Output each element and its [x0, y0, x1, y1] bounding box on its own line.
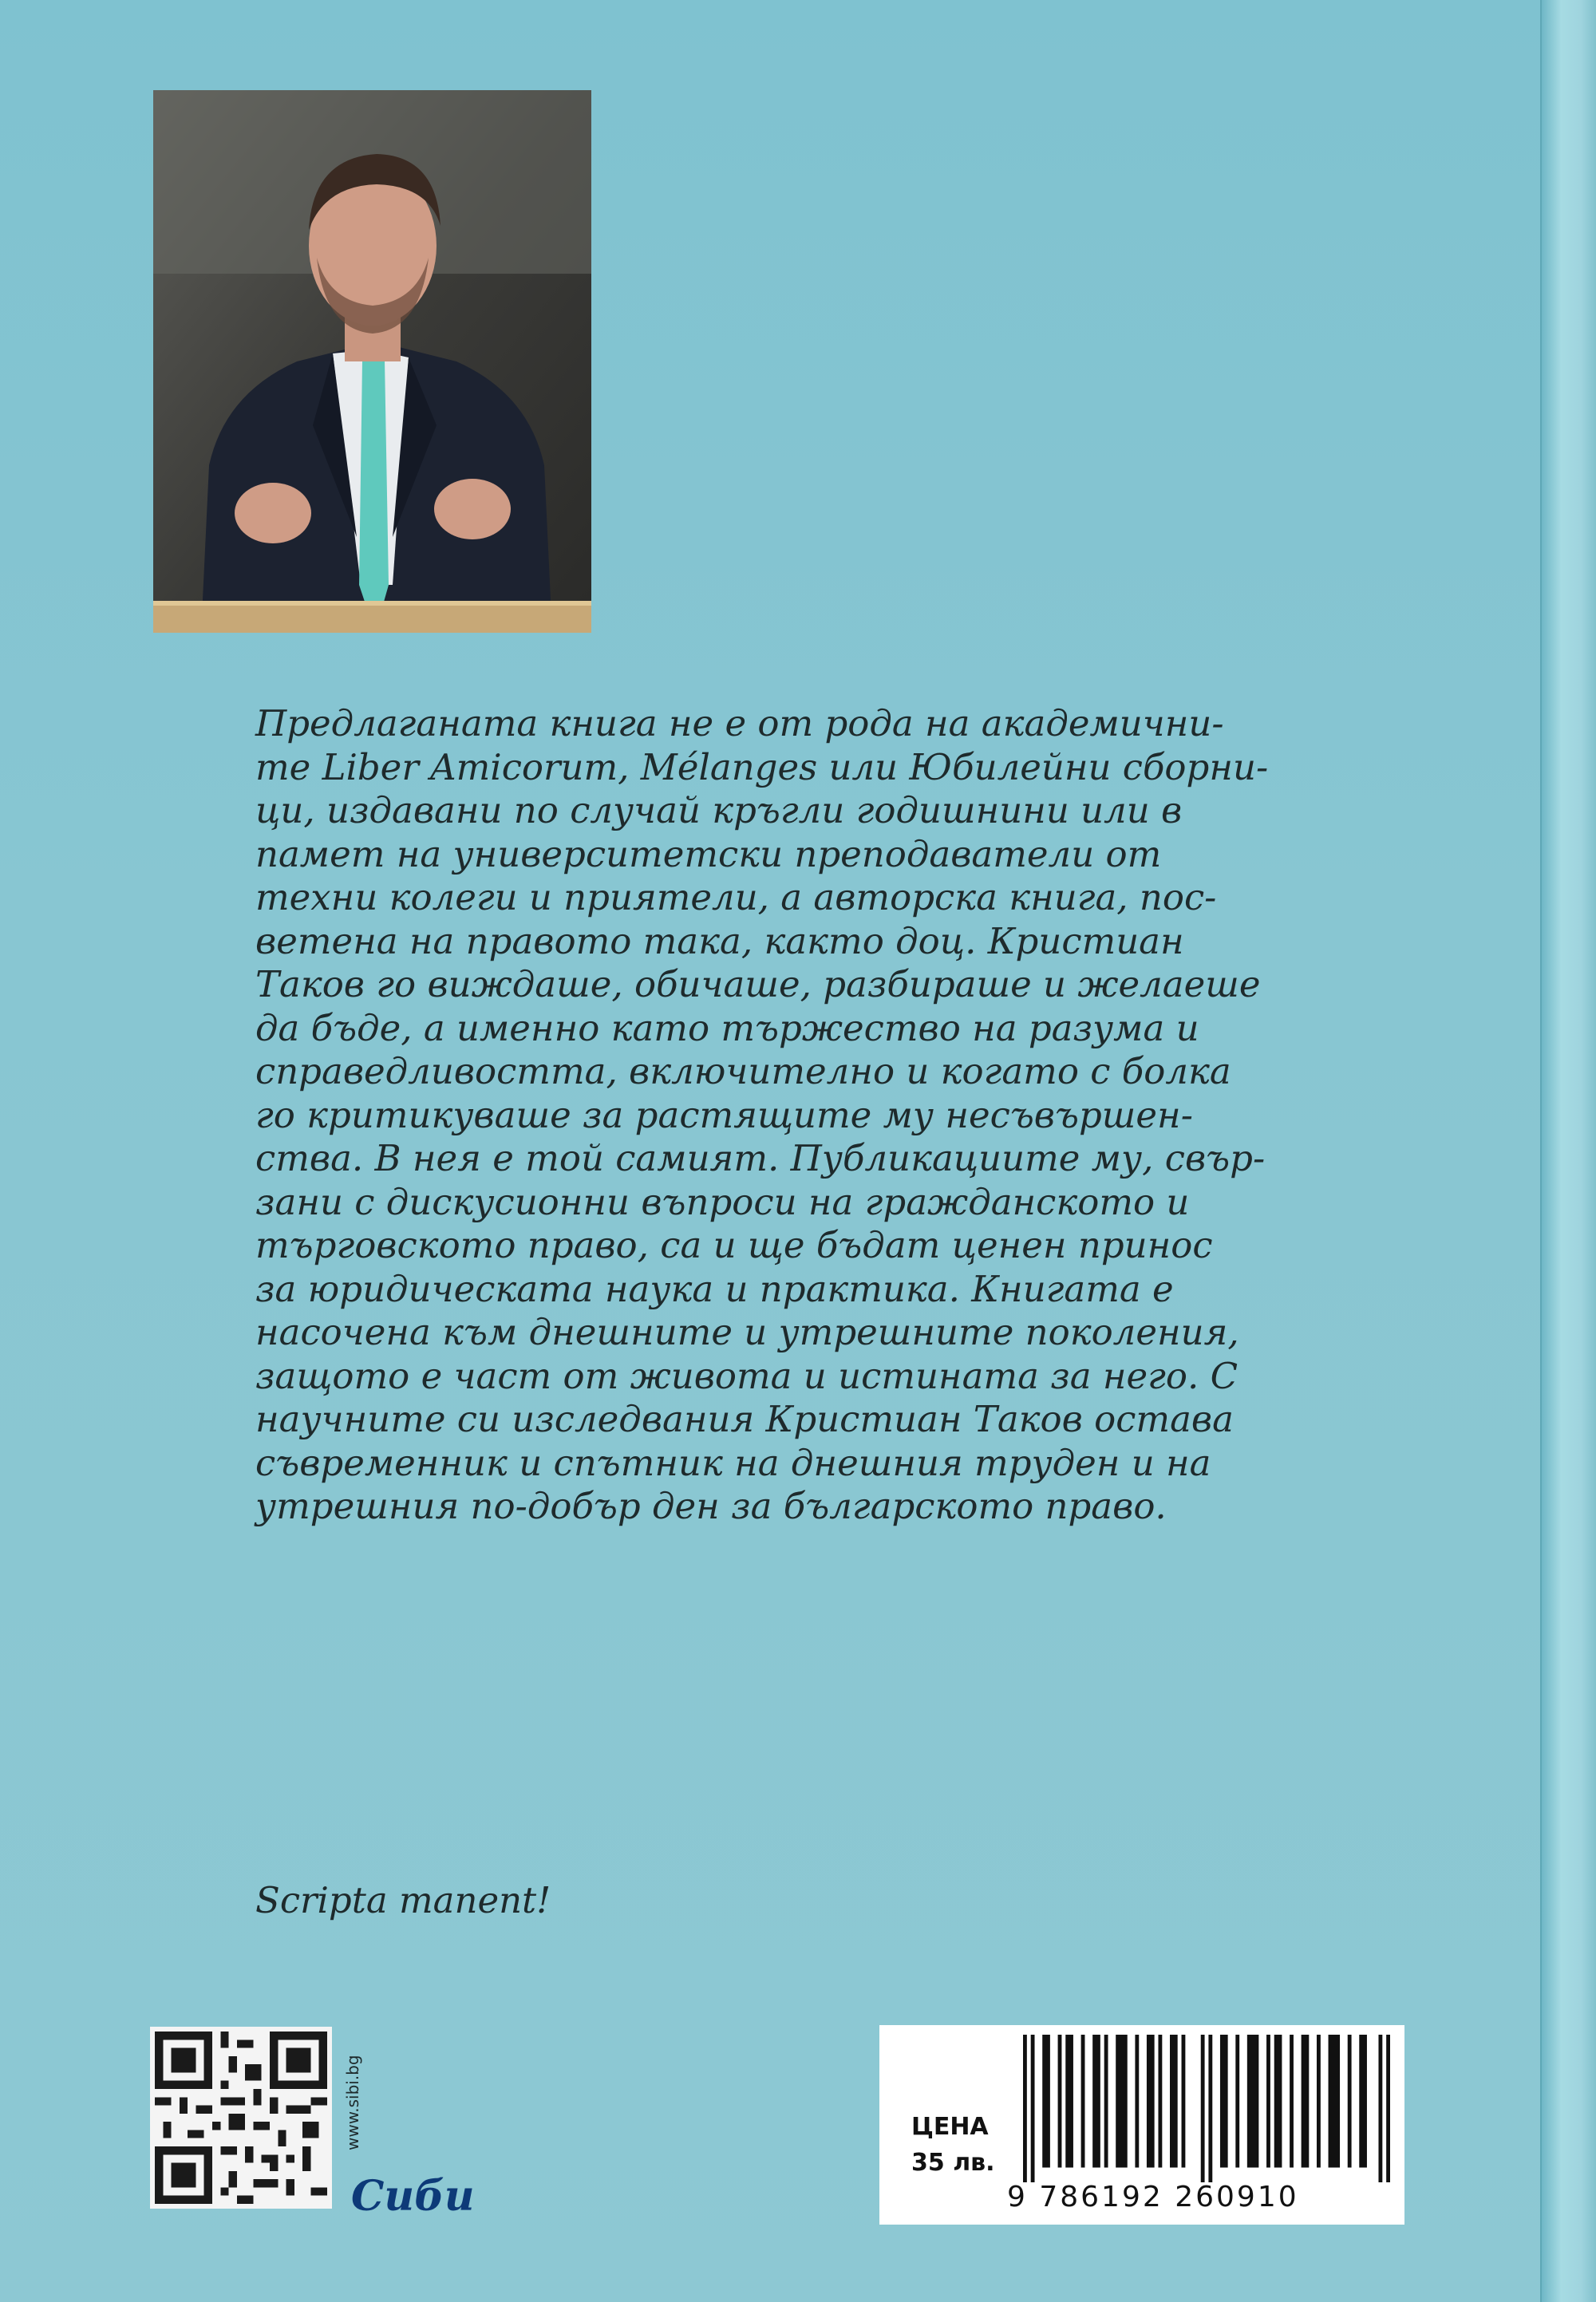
blurb-line: го критикуваше за растящите му несъвършен- [255, 1093, 1193, 1136]
author-portrait-image [153, 90, 591, 633]
blurb-line: техни колеги и приятели, а авторска книга, пос- [255, 876, 1217, 918]
blurb-line: научните си изследвания Кристиан Таков остава [255, 1398, 1234, 1440]
book-spine [1540, 0, 1596, 2302]
publisher-logo: Сиби [351, 2172, 475, 2221]
isbn-number: 9 786192 260910 [1007, 2181, 1299, 2213]
blurb-line: памет на университетски преподаватели от [255, 832, 1162, 875]
blurb-line: ветена на правото така, както доц. Кристиан [255, 919, 1184, 962]
publisher-website[interactable]: www.sibi.bg [343, 2055, 362, 2150]
qr-code-icon [155, 2032, 327, 2204]
blurb-line: Таков го виждаше, обичаше, разбираше и желаеше [255, 963, 1261, 1005]
blurb-line: да бъде, а именно като тържество на разума и [255, 1006, 1199, 1049]
author-photo [153, 90, 591, 633]
blurb-line: защото е част от живота и истината за него. С [255, 1354, 1238, 1397]
blurb-line: насочена към днешните и утрешните поколения, [255, 1311, 1239, 1353]
blurb-line: търговското право, са и ще бъдат ценен принос [255, 1224, 1213, 1266]
blurb-line: утрешния по-добър ден за българското право. [255, 1485, 1167, 1527]
blurb-line: зани с дискусионни въпроси на гражданското и [255, 1180, 1190, 1223]
barcode-sticker [879, 2025, 1404, 2225]
closing-quote: Scripta manent! [255, 1879, 551, 1921]
blurb-line: за юридическата наука и практика. Книгата е [255, 1267, 1174, 1310]
blurb-line: ства. В нея е той самият. Публикациите му, свър- [255, 1137, 1266, 1179]
barcode-icon [1023, 2035, 1390, 2182]
blurb-line: съвременник и спътник на днешния труден и на [255, 1441, 1211, 1484]
blurb-line: ци, издавани по случай кръгли годишнини или в [255, 789, 1183, 831]
qr-code[interactable] [150, 2027, 332, 2209]
price-value: 35 лв. [911, 2149, 995, 2177]
blurb-line: справедливостта, включително и когато с болка [255, 1050, 1231, 1092]
blurb-line: те Liber Amicorum, Mélanges или Юбилейни сборни- [255, 745, 1269, 788]
blurb-line: Предлаганата книга не е от рода на академични- [255, 702, 1224, 744]
blurb-text [255, 702, 1420, 1529]
price-label: ЦЕНА [911, 2113, 989, 2141]
